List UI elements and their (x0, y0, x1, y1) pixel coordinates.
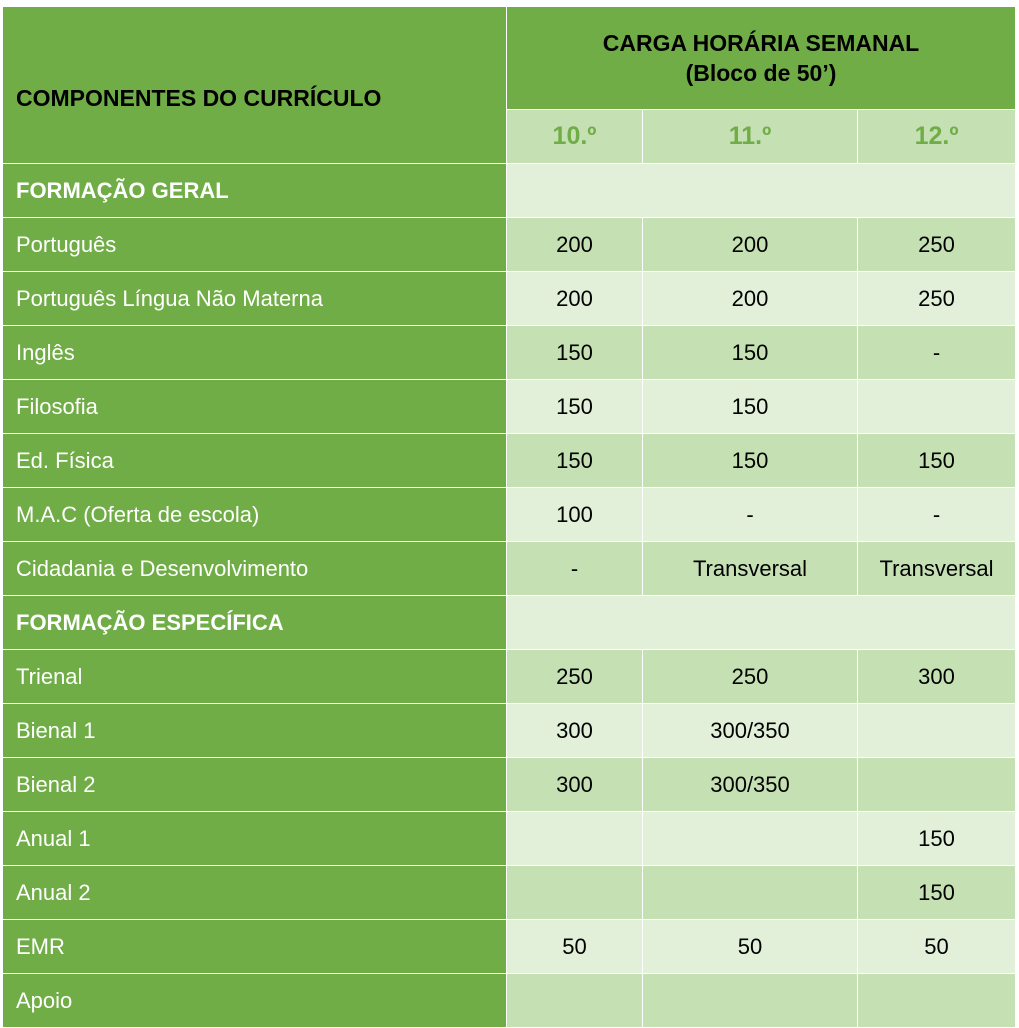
hours-cell-year-12: - (858, 488, 1016, 542)
hours-cell-year-10: 300 (507, 704, 643, 758)
table-row (3, 542, 1016, 596)
hours-cell-year-10: 150 (507, 326, 643, 380)
hours-cell-year-10: 150 (507, 434, 643, 488)
hours-cell-year-11: 150 (643, 434, 858, 488)
section-label: FORMAÇÃO ESPECÍFICA (3, 596, 507, 650)
hours-cell-year-11: 300/350 (643, 704, 858, 758)
table-row (3, 812, 1016, 866)
hours-cell-year-11 (643, 812, 858, 866)
component-label: Filosofia (3, 380, 507, 434)
hours-cell-year-11: 150 (643, 380, 858, 434)
hours-cell-year-11: 200 (643, 272, 858, 326)
table-row (3, 650, 1016, 704)
hours-cell-year-12 (858, 974, 1016, 1028)
component-label: Bienal 1 (3, 704, 507, 758)
hours-cell-year-10: 100 (507, 488, 643, 542)
section-spacer (507, 164, 1016, 218)
component-label: Trienal (3, 650, 507, 704)
section-row (3, 164, 1016, 218)
year-10-header: 10.º (507, 110, 643, 164)
hours-cell-year-10: 300 (507, 758, 643, 812)
component-label: Inglês (3, 326, 507, 380)
hours-cell-year-12: 250 (858, 218, 1016, 272)
hours-cell-year-10: 50 (507, 920, 643, 974)
year-12-header: 12.º (858, 110, 1016, 164)
table-body (3, 7, 1016, 1028)
hours-cell-year-10 (507, 974, 643, 1028)
section-spacer (507, 596, 1016, 650)
table-row (3, 434, 1016, 488)
hours-cell-year-10: 250 (507, 650, 643, 704)
hours-cell-year-10: 200 (507, 218, 643, 272)
hours-cell-year-11: - (643, 488, 858, 542)
component-label: Português (3, 218, 507, 272)
table-row (3, 218, 1016, 272)
component-label: Anual 1 (3, 812, 507, 866)
hours-cell-year-10: - (507, 542, 643, 596)
table-row (3, 974, 1016, 1028)
hours-cell-year-11: 200 (643, 218, 858, 272)
component-label: EMR (3, 920, 507, 974)
component-label: Português Língua Não Materna (3, 272, 507, 326)
table-row (3, 326, 1016, 380)
table-row (3, 272, 1016, 326)
hours-cell-year-12 (858, 758, 1016, 812)
hours-cell-year-11: Transversal (643, 542, 858, 596)
year-11-header: 11.º (643, 110, 858, 164)
hours-cell-year-10: 200 (507, 272, 643, 326)
carga-horaria-header (507, 7, 1016, 110)
table-row (3, 866, 1016, 920)
componentes-header: COMPONENTES DO CURRÍCULO (3, 7, 507, 164)
hours-cell-year-12: 150 (858, 812, 1016, 866)
hours-cell-year-12: Transversal (858, 542, 1016, 596)
section-label: FORMAÇÃO GERAL (3, 164, 507, 218)
component-label: Anual 2 (3, 866, 507, 920)
hours-cell-year-10 (507, 812, 643, 866)
component-label: Bienal 2 (3, 758, 507, 812)
hours-cell-year-11 (643, 974, 858, 1028)
component-label: Cidadania e Desenvolvimento (3, 542, 507, 596)
table-row (3, 758, 1016, 812)
hours-cell-year-10: 150 (507, 380, 643, 434)
curriculum-table (2, 6, 1016, 1028)
component-label: Apoio (3, 974, 507, 1028)
component-label: Ed. Física (3, 434, 507, 488)
hours-cell-year-12: 150 (858, 866, 1016, 920)
table-row (3, 704, 1016, 758)
hours-cell-year-11 (643, 866, 858, 920)
section-row (3, 596, 1016, 650)
hours-cell-year-12: 250 (858, 272, 1016, 326)
component-label: M.A.C (Oferta de escola) (3, 488, 507, 542)
hours-cell-year-11: 300/350 (643, 758, 858, 812)
hours-cell-year-11: 50 (643, 920, 858, 974)
hours-cell-year-10 (507, 866, 643, 920)
table-row (3, 488, 1016, 542)
carga-subtitle: (Bloco de 50’) (685, 60, 837, 86)
hours-cell-year-12: 150 (858, 434, 1016, 488)
carga-title: CARGA HORÁRIA SEMANAL (602, 30, 920, 56)
hours-cell-year-12: 300 (858, 650, 1016, 704)
hours-cell-year-11: 250 (643, 650, 858, 704)
hours-cell-year-12: - (858, 326, 1016, 380)
table-row (3, 380, 1016, 434)
table-row (3, 920, 1016, 974)
hours-cell-year-12: 50 (858, 920, 1016, 974)
hours-cell-year-12 (858, 704, 1016, 758)
header-row (3, 7, 1016, 110)
hours-cell-year-11: 150 (643, 326, 858, 380)
hours-cell-year-12 (858, 380, 1016, 434)
